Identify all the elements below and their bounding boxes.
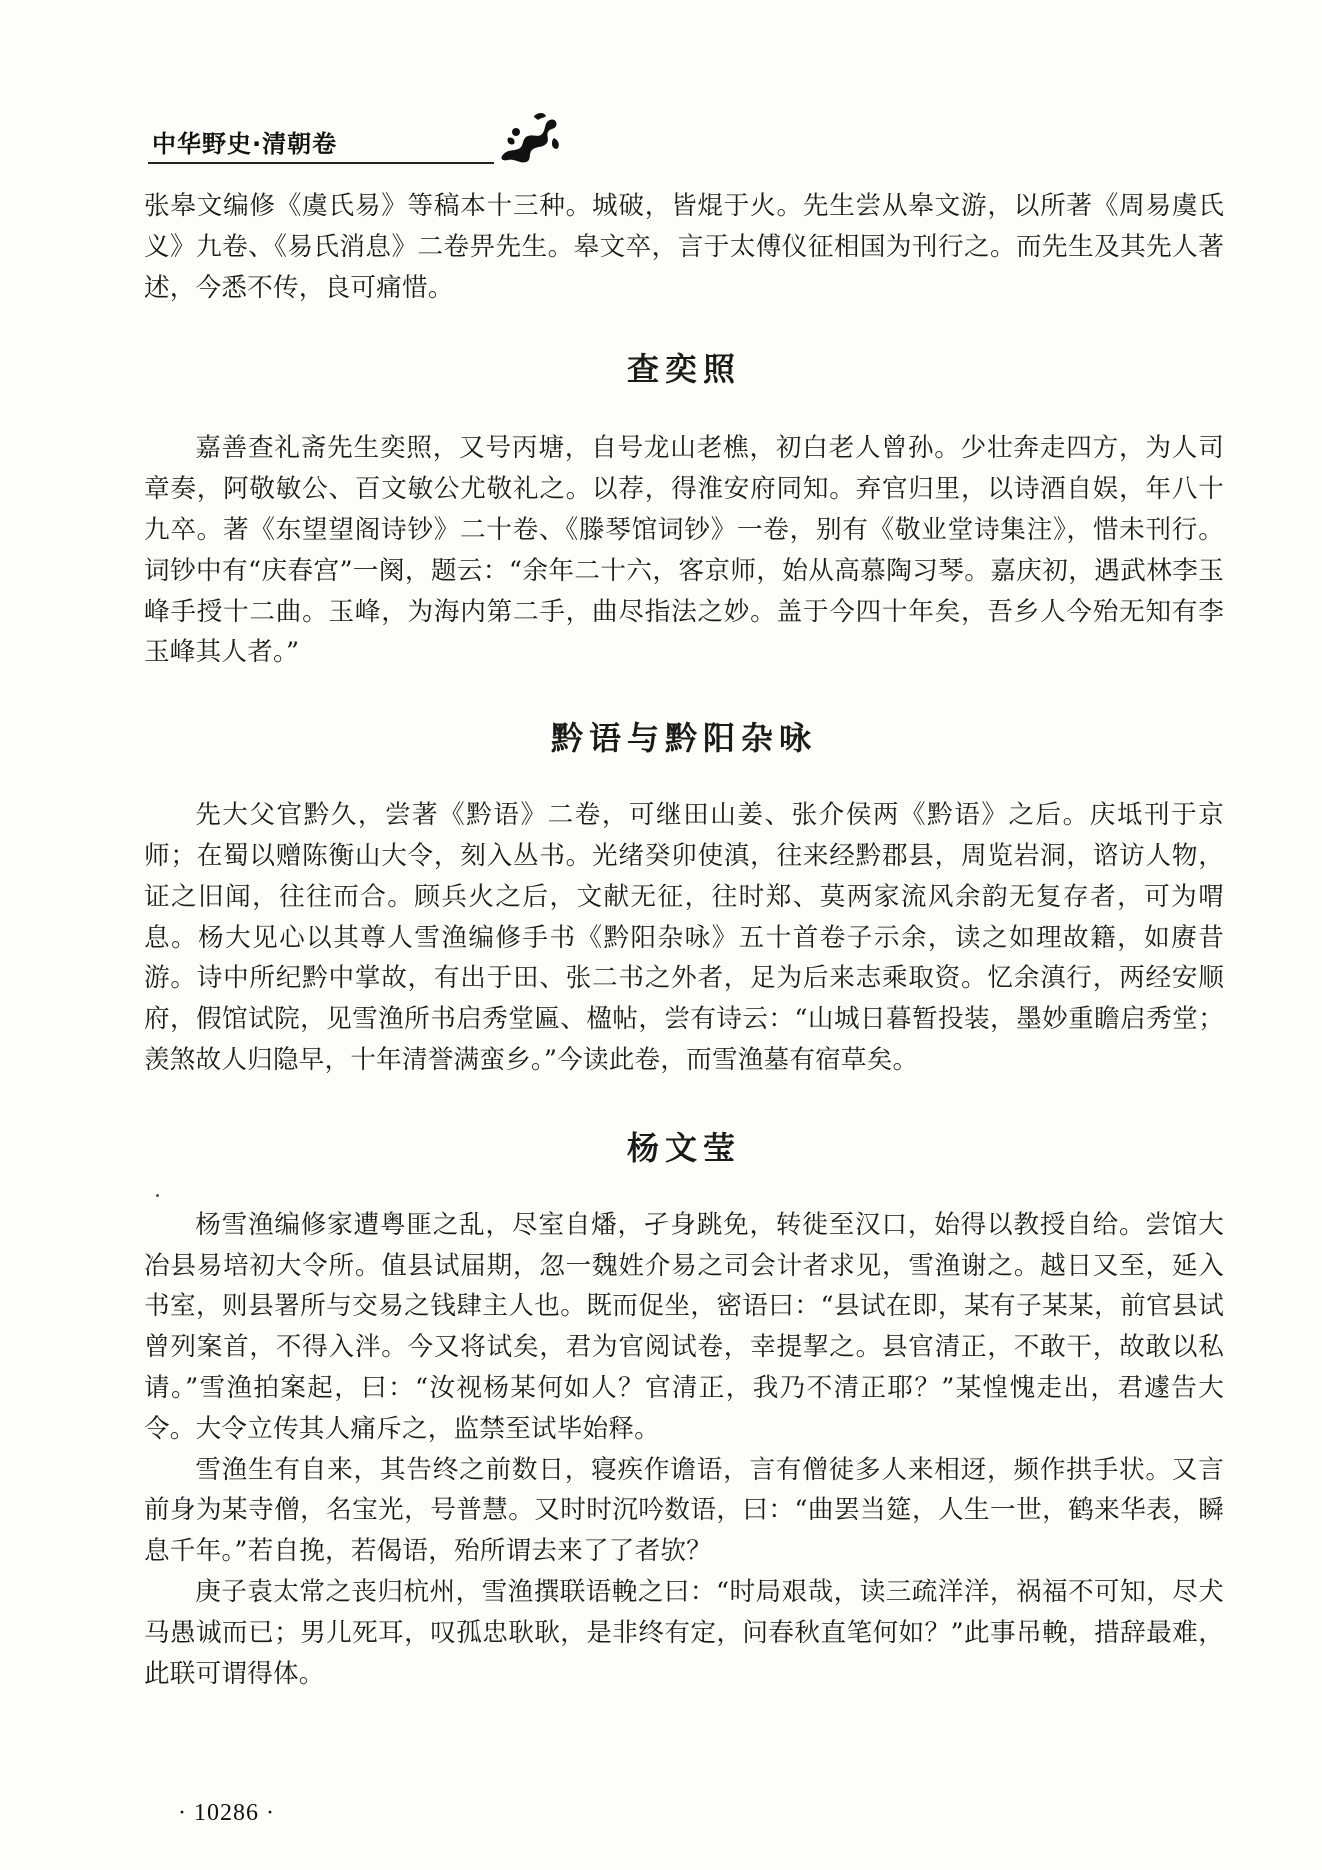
section-paragraph: 庚子袁太常之丧归杭州，雪渔撰联语輓之曰：“时局艰哉，读三疏洋洋，祸福不可知，尽犬马愚诚而已；男儿死耳，叹孤忠耿耿，是非终有定，问春秋直笔何如？”此事吊輓，措辞最难，此联可谓得体。 bbox=[144, 1576, 1224, 1689]
header-rule bbox=[148, 162, 494, 164]
dragon-emblem-icon bbox=[494, 108, 564, 166]
intro-paragraph: 张皋文编修《虞氏易》等稿本十三种。城破，皆焜于火。先生尝从皋文游，以所著《周易虞氏义》九卷、《易氏消息》二卷畀先生。皋文卒，言于太傅仪征相国为刊行之。而先生及其先人著述，今悉不传，良可痛惜。 bbox=[144, 191, 1224, 303]
section-paragraph: 杨雪渔编修家遭粤匪之乱，尽室自燔，孑身跳免，转徙至汉口，始得以教授自给。尝馆大冶县易培初大令所。值县试届期，忽一魏姓介易之司会计者求见，雪渔谢之。越日又至，延入书室，则县署所与交易之钱肆主人也。既而促坐，密语曰：“县试在即，某有子某某，前官县试曾列案首，不得入泮。今又将试矣，君为官阅试卷，幸提挈之。县官清正，不敢干，故敢以私请。”雪渔拍案起，曰：“汝视杨某何如人？官清正，我乃不清正耶？”某惶愧走出，君遽告大令。大令立传其人痛斥之，监禁至试毕始释。 bbox=[144, 1209, 1224, 1444]
section-paragraph: 嘉善查礼斋先生奕照，又号丙塘，自号龙山老樵，初白老人曾孙。少壮奔走四方，为人司章奏，阿敬敏公、百文敏公尤敬礼之。以荐，得淮安府同知。弃官归里，以诗酒自娱，年八十九卒。著《东望望阁诗钞》二十卷、《滕琴馆词钞》一卷，别有《敬业堂诗集注》，惜未刊行。词钞中有“庆春宫”一阕，题云：“余年二十六，客京师，始从高慕陶习琴。嘉庆初，遇武林李玉峰手授十二曲。玉峰，为海内第二手，曲尽指法之妙。盖于今四十年矣，吾乡人今殆无知有李玉峰其人者。” bbox=[144, 433, 1224, 668]
section-paragraph: 先大父官黔久，尝著《黔语》二卷，可继田山姜、张介侯两《黔语》之后。庆坻刊于京师；在蜀以赠陈衡山大令，刻入丛书。光绪癸卯使滇，往来经黔郡县，周览岩洞，谘访人物，证之旧闻，往往而合。顾兵火之后，文献无征，往时郑、莫两家流风余韵无复存者，可为喟息。杨大见心以其尊人雪渔编修手书《黔阳杂咏》五十首卷子示余，读之如理故籍，如赓昔游。诗中所纪黔中掌故，有出于田、张二书之外者，足为后来志乘取资。忆余滇行，两经安顺府，假馆试院，见雪渔所书启秀堂匾、楹帖，尝有诗云：“山城日暮暂投装，墨妙重瞻启秀堂；羡煞故人归隐早，十年清誉满蛮乡。”今读此卷，而雪渔墓有宿草矣。 bbox=[144, 800, 1224, 1075]
page-number: · 10286 · bbox=[178, 1800, 275, 1826]
main-content bbox=[144, 186, 1224, 1694]
section-title-qianyu: 黔语与黔阳杂咏 bbox=[550, 719, 817, 758]
section-title-zha-yizhao: 查奕照 bbox=[626, 350, 741, 389]
section-title-yang-wenying: 杨文莹 bbox=[626, 1128, 741, 1167]
section-paragraph: 雪渔生有自来，其告终之前数日，寝疾作谵语，言有僧徒多人来相迓，频作拱手状。又言前身为某寺僧，名宝光，号普慧。又时时沉吟数语，曰：“曲罢当筵，人生一世，鹤来华表，瞬息千年。”若自挽，若偈语，殆所谓去来了了者欤？ bbox=[144, 1454, 1224, 1567]
print-speck bbox=[156, 1194, 159, 1197]
running-header bbox=[148, 108, 1218, 168]
book-title: 中华野史·清朝卷 bbox=[152, 130, 338, 158]
